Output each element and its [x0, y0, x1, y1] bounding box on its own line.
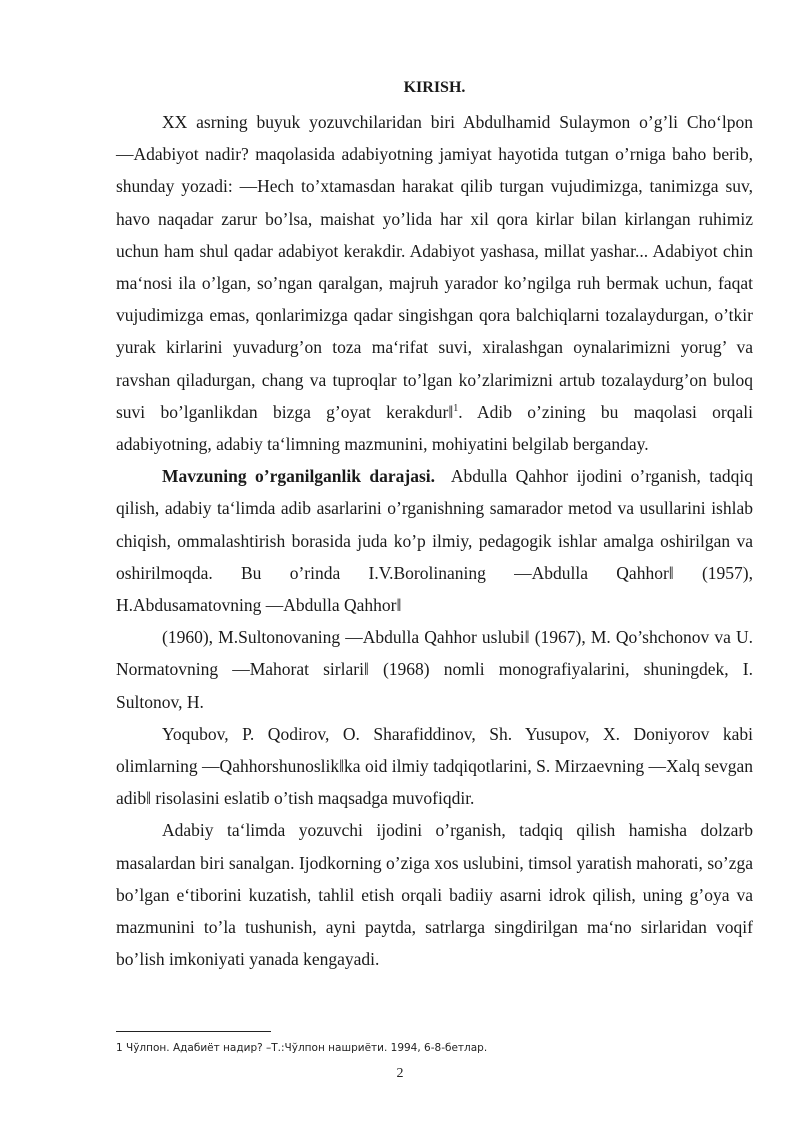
paragraph-heading: Mavzuning o’rganilganlik darajasi. [162, 466, 436, 487]
page-number: 2 [396, 1066, 404, 1081]
paragraph-intro [116, 106, 753, 460]
paragraph-study-level [116, 460, 753, 621]
paragraph-literary-education [116, 814, 753, 975]
paragraph-monographs-text: (1960), M.Sultonovaning ―Abdulla Qahhor uslubi‖ (1967), M. Qo’shchonov va U. Normatovning ―Mahorat sirlari‖ (1968) nomli monografiyalarini, shuningdek, I. Sultonov, H. [116, 627, 753, 712]
footnote-divider [116, 1031, 271, 1032]
paragraph-intro-tail: . Adib o’zining bu maqolasi orqali adabiyotning, adabiy ta‘limning mazmunini, mohiyatini belgilab berganday. [116, 401, 754, 455]
body-text [116, 106, 753, 975]
paragraph-scholars-text: Yoqubov, P. Qodirov, O. Sharafiddinov, Sh. Yusupov, X. Doniyorov kabi olimlarning ―Qahhorshunoslik‖ka oid ilmiy tadqiqotlarini, S. Mirzaevning ―Xalq sevgan adib‖ risolasini eslatib o’tish maqsadga muvofiqdir. [116, 723, 753, 809]
paragraph-study-level-text: Abdulla Qahhor ijodini o’rganish, tadqiq qilish, adabiy ta‘limda adib asarlarini o’rganishning samarador metod va usullarini ishlab chiqish, ommalashtirish borasida juda ko’p ilmiy, pedagogik ishlar amalga oshirilgan va oshirilmoqda. Bu o’rinda I.V.Borolinaning ―Abdulla Qahhor‖ (1957), H.Abdusamatovning ―Abdulla Qahhor‖ [116, 466, 753, 616]
paragraph-monographs [116, 621, 753, 718]
paragraph-intro-text: XX asrning buyuk yozuvchilaridan biri Abdulhamid Sulaymon o’g’li Cho‘lpon ―Adabiyot nadir? maqolasida adabiyotning jamiyat hayotida tutgan o’rniga baho berib, shunday yozadi: ―Hech to’xtamasdan harakat qilib turgan vujudimizga, tanimizga suv, havo naqadar zarur bo’lsa, maishat yo’lida har xil qora kirlar bilan kirlangan ruhimiz uchun ham shul qadar adabiyot kerakdir. Adabiyot yashasa, millat yashar... Adabiyot chin ma‘nosi ila o’lgan, so’ngan qaralgan, majruh yarador ko’ngilga ruh bermak uchun, faqat vujudimizga emas, qonlarimizga qadar singishgan qora balchiqlarni tozalaydurgan, o’tkir yurak kirlarini yuvadurg’on toza ma‘rifat suvi, xiralashgan oynalarimizni yorug’ va ravshan qiladurgan, chang va tuproqlar to’lgan ko’zlarimizni artub tozalaydurg’on buloq suvi bo’lganlikdan bizga g’oyat kerakdur‖ [116, 112, 753, 422]
paragraph-literary-education-text: Adabiy ta‘limda yozuvchi ijodini o’rganish, tadqiq qilish hamisha dolzarb masalardan biri sanalgan. Ijodkorning o’ziga xos uslubini, timsol yaratish mahorati, so’zga bo’lgan e‘tiborini kuzatish, tahlil etish orqali badiiy asarni idrok qilish, uning g’oya va mazmunini to’la tushunish, ayni paytda, satrlarga singdirilgan ma‘no sirlaridan voqif bo’lish imkoniyati yanada kengayadi. [116, 820, 753, 970]
paragraph-scholars [116, 718, 753, 815]
section-title: KIRISH. [403, 79, 466, 96]
footnote-reference[interactable]: 1 [453, 403, 459, 414]
footnote: 1 Чўлпон. Адабиёт надир? –Т.:Чўлпон нашриёти. 1994, 6-8-бетлар. [116, 1042, 488, 1054]
